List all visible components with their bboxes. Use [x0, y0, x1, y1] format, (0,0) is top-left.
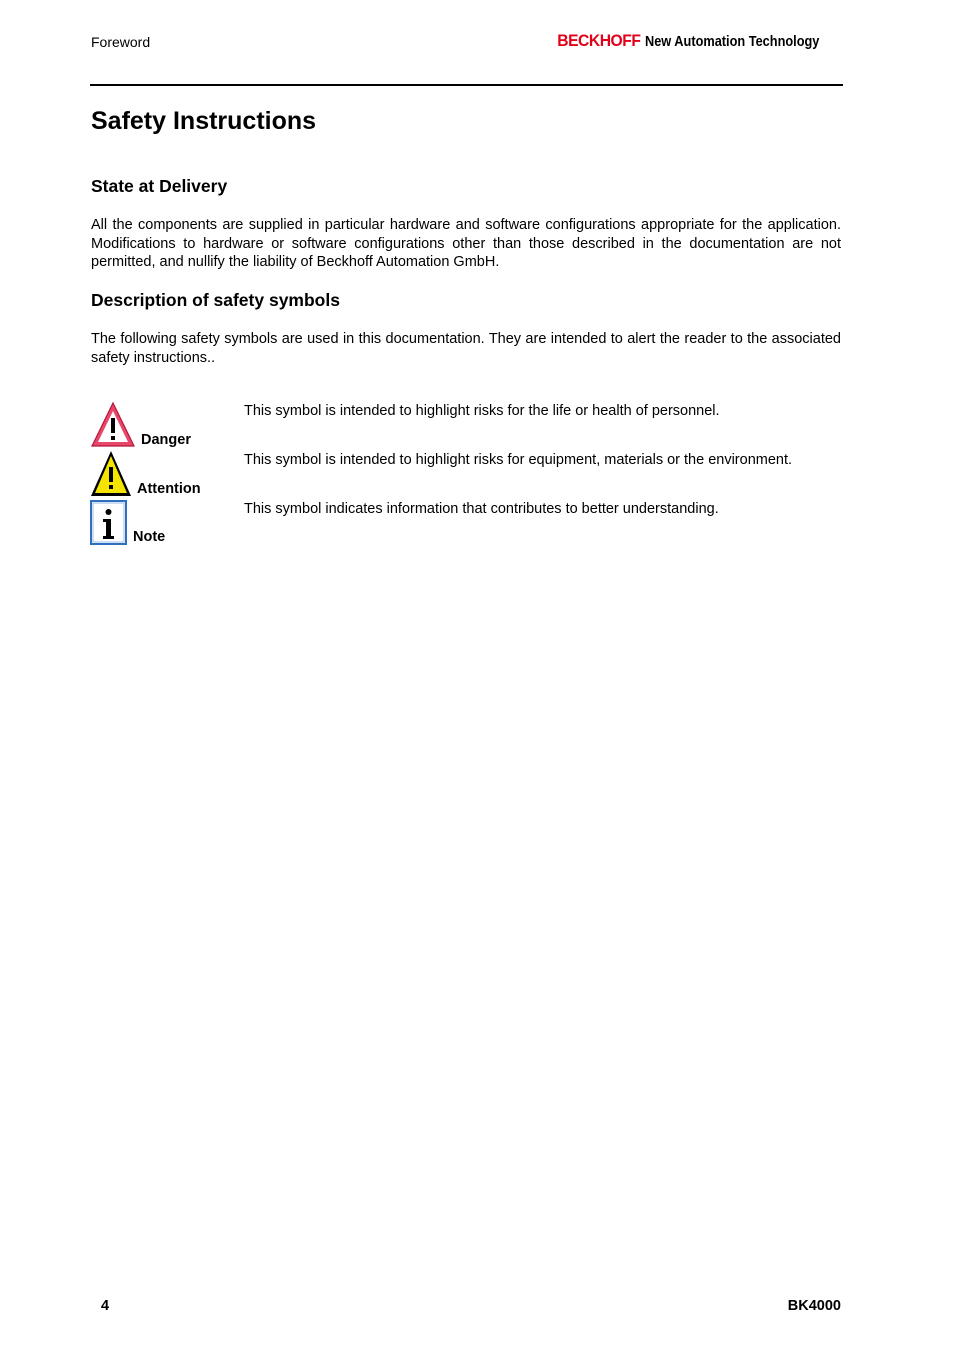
page-title: Safety Instructions — [91, 107, 317, 135]
attention-description: This symbol is intended to highlight risks for equipment, materials or the environment. — [244, 452, 793, 468]
attention-label: Attention — [137, 481, 201, 497]
state-at-delivery-heading: State at Delivery — [91, 176, 228, 196]
safety-symbols-intro: The following safety symbols are used in this documentation. They are intended to alert the reader to the associated safety instructions.. — [91, 331, 841, 366]
danger-symbol-row — [90, 401, 191, 449]
footer-page-number: 4 — [101, 1298, 110, 1314]
brand-logo — [550, 31, 843, 51]
brand-tagline: New Automation Technology — [644, 34, 820, 50]
safety-symbols-heading: Description of safety symbols — [91, 290, 340, 310]
danger-warning-triangle-icon — [90, 401, 136, 449]
note-label: Note — [133, 529, 166, 545]
brand-name: BECKHOFF — [557, 31, 641, 50]
info-note-icon — [90, 500, 128, 546]
note-symbol-row — [90, 500, 165, 546]
danger-label: Danger — [141, 432, 191, 448]
attention-warning-triangle-icon — [90, 450, 132, 498]
danger-description: This symbol is intended to highlight risks for the life or health of personnel. — [244, 403, 720, 419]
header-section-label: Foreword — [91, 34, 151, 50]
header-divider — [90, 84, 843, 86]
attention-symbol-row — [90, 450, 201, 498]
footer-product-name: BK4000 — [787, 1298, 841, 1314]
state-at-delivery-body: All the components are supplied in particular hardware and software configurations appropriate for the application. Modifications to hardware or software configurations other than those described in the documentation are not permitted, and nullify the liability of Beckhoff Automation GmbH. — [91, 217, 841, 270]
note-description: This symbol indicates information that contributes to better understanding. — [244, 501, 719, 517]
